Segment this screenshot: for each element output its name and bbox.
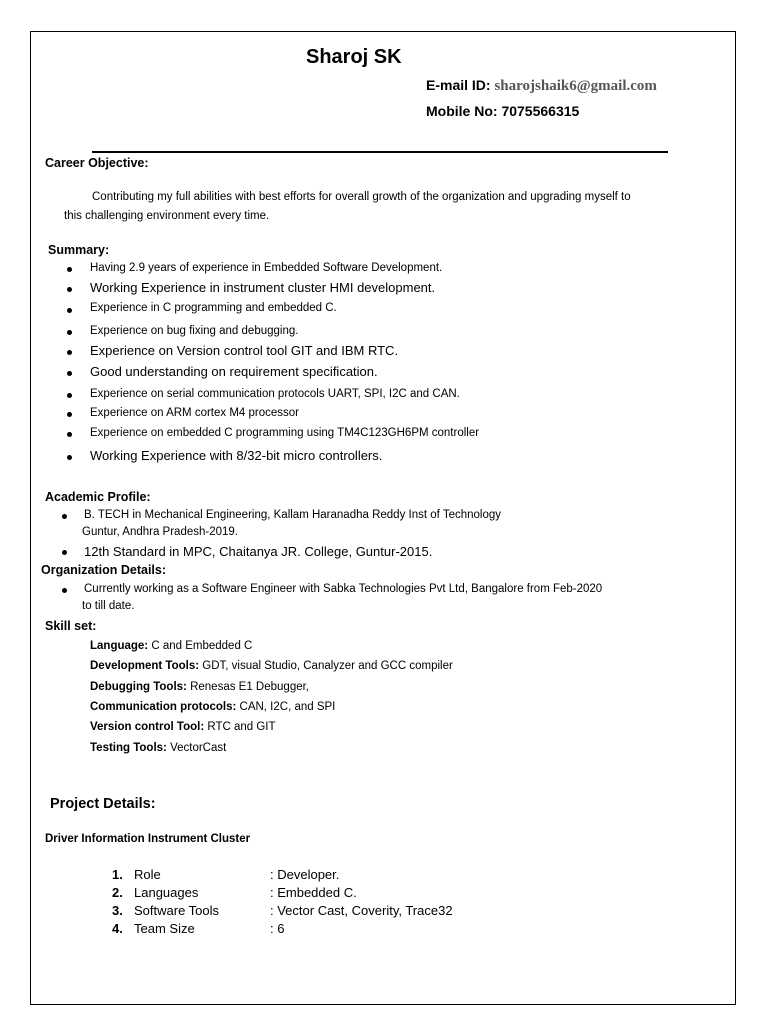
email-label: E-mail ID:	[426, 77, 491, 93]
row-number: 4.	[112, 921, 123, 936]
summary-item: Good understanding on requirement specification.	[90, 364, 378, 379]
skill-value: CAN, I2C, and SPI	[236, 701, 336, 713]
bullet	[67, 412, 72, 417]
bullet	[62, 514, 67, 519]
bullet	[67, 432, 72, 437]
bullet	[67, 287, 72, 292]
row-value: : Vector Cast, Coverity, Trace32	[270, 903, 453, 918]
bullet	[62, 588, 67, 593]
bullet	[67, 308, 72, 313]
organization-heading: Organization Details:	[41, 563, 167, 577]
mobile-line	[426, 103, 579, 119]
academic-heading: Academic Profile:	[45, 490, 151, 504]
summary-heading: Summary:	[48, 243, 110, 257]
skill-label: Language:	[90, 640, 149, 652]
skill-value: C and Embedded C	[148, 640, 253, 652]
skill-value: VectorCast	[166, 742, 227, 754]
skill-value: RTC and GIT	[204, 721, 276, 733]
summary-item: Experience on bug fixing and debugging.	[90, 325, 299, 337]
skill-label: Testing Tools:	[90, 742, 167, 754]
bullet	[67, 455, 72, 460]
summary-item: Experience on ARM cortex M4 processor	[90, 407, 300, 419]
row-value: : 6	[270, 921, 285, 936]
row-value: : Developer.	[270, 867, 340, 882]
skill-version-control	[90, 721, 276, 733]
email-line	[426, 77, 657, 95]
skill-testing-tools	[90, 742, 226, 754]
email-value[interactable]: sharojshaik6@gmail.com	[494, 78, 657, 94]
project-row-role	[112, 867, 340, 882]
header-divider	[92, 151, 668, 153]
summary-item: Working Experience with 8/32-bit micro controllers.	[90, 448, 383, 463]
skill-development-tools	[90, 660, 453, 672]
candidate-name: Sharoj SK	[306, 46, 402, 68]
project-row-languages	[112, 885, 357, 900]
bullet	[67, 393, 72, 398]
mobile-value: 7075566315	[501, 103, 580, 119]
row-key: Software Tools	[134, 903, 220, 918]
bullet	[67, 267, 72, 272]
skill-communication-protocols	[90, 701, 335, 713]
bullet	[67, 371, 72, 376]
career-heading: Career Objective:	[45, 156, 149, 170]
summary-item: Experience on Version control tool GIT and IBM RTC.	[90, 343, 399, 358]
row-number: 1.	[112, 867, 123, 882]
skill-debugging-tools	[90, 681, 309, 693]
career-text-line1: Contributing my full abilities with best efforts for overall growth of the organization and upgrading myself to	[92, 191, 631, 203]
summary-item: Experience on embedded C programming using TM4C123GH6PM controller	[90, 427, 480, 439]
mobile-label: Mobile No:	[426, 103, 498, 119]
summary-item: Experience in C programming and embedded C.	[90, 302, 337, 314]
project-row-team-size	[112, 921, 285, 936]
project-title: Driver Information Instrument Cluster	[45, 833, 251, 845]
academic-item-1-line2: Guntur, Andhra Pradesh-2019.	[82, 526, 238, 538]
academic-item-1-line1: B. TECH in Mechanical Engineering, Kallam Haranadha Reddy Inst of Technology	[84, 509, 502, 521]
summary-item: Working Experience in instrument cluster HMI development.	[90, 280, 436, 295]
bullet	[67, 330, 72, 335]
summary-item: Having 2.9 years of experience in Embedded Software Development.	[90, 262, 443, 274]
career-text-line2: this challenging environment every time.	[64, 210, 270, 222]
skills-heading: Skill set:	[45, 619, 97, 633]
row-number: 2.	[112, 885, 123, 900]
bullet	[62, 550, 67, 555]
organization-line1: Currently working as a Software Engineer with Sabka Technologies Pvt Ltd, Bangalore from Feb-2020	[84, 583, 603, 595]
skill-label: Communication protocols:	[90, 701, 237, 713]
row-key: Team Size	[134, 921, 195, 936]
row-number: 3.	[112, 903, 123, 918]
bullet	[67, 350, 72, 355]
skill-language	[90, 640, 252, 652]
skill-value: GDT, visual Studio, Canalyzer and GCC compiler	[199, 660, 453, 672]
skill-value: Renesas E1 Debugger,	[186, 681, 309, 693]
project-heading: Project Details:	[50, 796, 156, 812]
row-key: Role	[134, 867, 161, 882]
skill-label: Development Tools:	[90, 660, 200, 672]
skill-label: Version control Tool:	[90, 721, 205, 733]
row-key: Languages	[134, 885, 199, 900]
summary-item: Experience on serial communication protocols UART, SPI, I2C and CAN.	[90, 388, 460, 400]
row-value: : Embedded C.	[270, 885, 357, 900]
organization-line2: to till date.	[82, 600, 135, 612]
academic-item-2: 12th Standard in MPC, Chaitanya JR. College, Guntur-2015.	[84, 544, 433, 559]
skill-label: Debugging Tools:	[90, 681, 187, 693]
project-row-software-tools	[112, 903, 453, 918]
